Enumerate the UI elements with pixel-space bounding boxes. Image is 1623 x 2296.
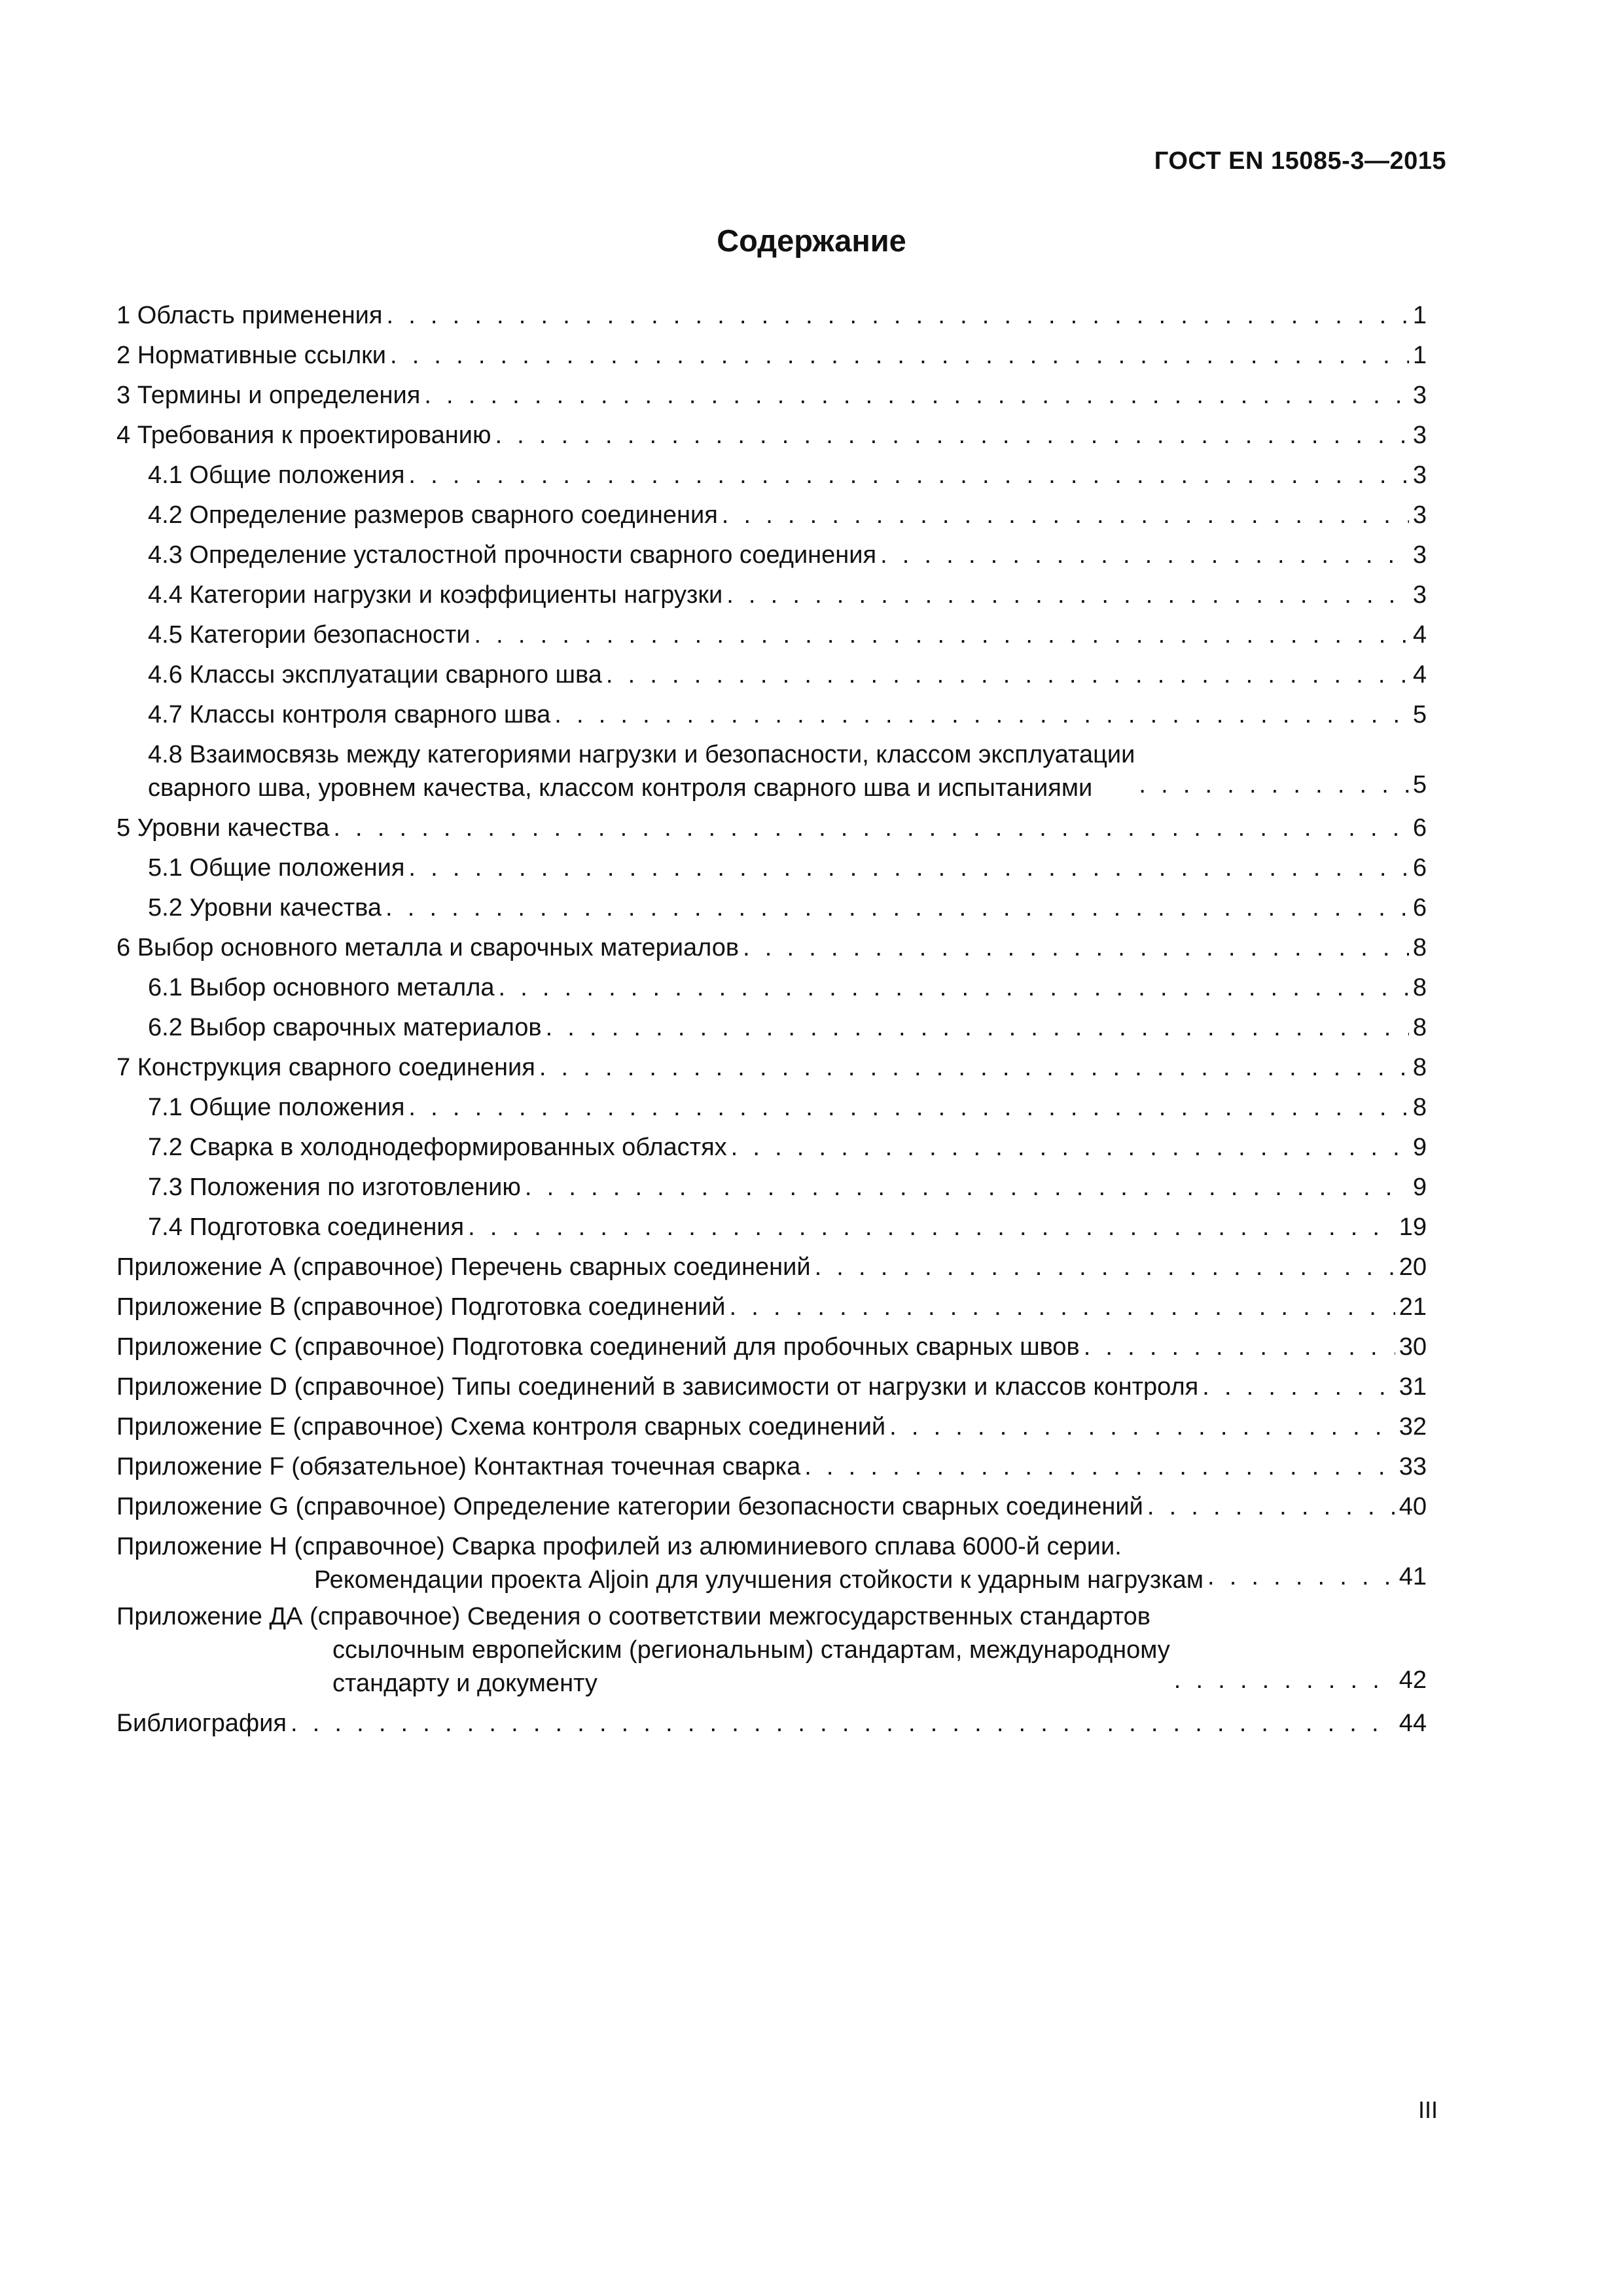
toc-entry-title: 4.2 Определение размеров сварного соединения <box>148 501 718 529</box>
toc-entry-title: 7.4 Подготовка соединения <box>148 1213 465 1241</box>
toc-entry-title-continued: Рекомендации проекта Aljoin для улучшения стойкости к ударным нагрузкам <box>314 1566 1204 1594</box>
toc-entry-title: 4.3 Определение усталостной прочности сварного соединения <box>148 541 877 569</box>
dot-leader <box>525 1168 1409 1208</box>
toc-entry-4-5[interactable] <box>116 615 1427 655</box>
toc-entry-title: Приложение Н (справочное) Сварка профилей из алюминиевого сплава 6000-й серии. <box>116 1533 1122 1560</box>
toc-entry-appendix-g[interactable] <box>116 1487 1427 1527</box>
toc-entry-appendix-e[interactable] <box>116 1407 1427 1447</box>
dot-leader <box>424 376 1409 416</box>
toc-entry-4-2[interactable] <box>116 495 1427 535</box>
toc-entry-page: 3 <box>1412 581 1427 609</box>
dot-leader <box>1174 1660 1395 1700</box>
toc-entry-page: 42 <box>1399 1666 1427 1694</box>
toc-entry-4-7[interactable] <box>116 695 1427 735</box>
toc-entry-page: 6 <box>1412 894 1427 922</box>
dot-leader <box>546 1008 1409 1048</box>
toc-entry-page: 8 <box>1412 934 1427 961</box>
dot-leader <box>499 968 1409 1008</box>
toc-entry-2[interactable] <box>116 336 1427 376</box>
dot-leader <box>386 296 1408 336</box>
toc-entry-page: 21 <box>1399 1293 1427 1321</box>
toc-entry-title: 6.1 Выбор основного металла <box>148 974 495 1001</box>
toc-entry-page: 3 <box>1412 382 1427 409</box>
dot-leader <box>333 808 1409 848</box>
dot-leader <box>539 1048 1409 1088</box>
dot-leader <box>291 1704 1395 1744</box>
dot-leader <box>731 1128 1409 1168</box>
toc-entry-5-1[interactable] <box>116 848 1427 888</box>
toc-entry-page: 4 <box>1412 661 1427 689</box>
toc-entry-4[interactable] <box>116 416 1427 456</box>
toc-entry-title: Приложение ДА (справочное) Сведения о соответствии межгосударственных стандартов <box>116 1603 1150 1630</box>
toc-entry-page: 31 <box>1399 1373 1427 1401</box>
dot-leader <box>385 888 1409 928</box>
dot-leader <box>1139 765 1408 805</box>
toc-entry-title: 3 Термины и определения <box>116 382 421 409</box>
toc-entry-1[interactable] <box>116 296 1427 336</box>
toc-entry-appendix-f[interactable] <box>116 1447 1427 1487</box>
toc-entry-title: 2 Нормативные ссылки <box>116 342 386 369</box>
toc-entry-page: 19 <box>1399 1213 1427 1241</box>
toc-entry-title: 6.2 Выбор сварочных материалов <box>148 1014 542 1041</box>
toc-entry-page: 3 <box>1412 541 1427 569</box>
toc-entry-bibliography[interactable] <box>116 1704 1427 1744</box>
toc-entry-title: 5.2 Уровни качества <box>148 894 382 922</box>
toc-entry-appendix-b[interactable] <box>116 1287 1427 1327</box>
toc-entry-page: 9 <box>1412 1134 1427 1161</box>
toc-entry-title: 6 Выбор основного металла и сварочных материалов <box>116 934 740 961</box>
toc-title: Содержание <box>717 223 906 258</box>
dot-leader <box>743 928 1409 968</box>
toc-entry-page: 3 <box>1412 501 1427 529</box>
toc-entry-title: Приложение D (справочное) Типы соединений в зависимости от нагрузки и классов контроля <box>116 1373 1199 1401</box>
dot-leader <box>1147 1487 1395 1527</box>
toc-entry-page: 1 <box>1412 342 1427 369</box>
toc-entry-title: 5 Уровни качества <box>116 814 330 842</box>
dot-leader <box>408 456 1408 495</box>
toc-entry-title: Библиография <box>116 1710 287 1737</box>
dot-leader <box>889 1407 1395 1447</box>
toc-entry-page: 1 <box>1412 302 1427 329</box>
toc-entry-title: Приложение А (справочное) Перечень сварных соединений <box>116 1253 811 1281</box>
toc-entry-3[interactable] <box>116 376 1427 416</box>
dot-leader <box>1207 1557 1395 1597</box>
document-code: ГОСТ EN 15085-3—2015 <box>1154 147 1446 175</box>
toc-entry-page: 20 <box>1399 1253 1427 1281</box>
dot-leader <box>1084 1327 1395 1367</box>
dot-leader <box>726 575 1409 615</box>
toc-entry-title: 4.4 Категории нагрузки и коэффициенты нагрузки <box>148 581 723 609</box>
toc-entry-appendix-da[interactable] <box>116 1600 1427 1700</box>
toc-entry-page: 4 <box>1412 621 1427 649</box>
toc-entry-title: 4.1 Общие положения <box>148 461 405 489</box>
toc-entry-title: 7.2 Сварка в холоднодеформированных областях <box>148 1134 727 1161</box>
dot-leader <box>408 1088 1408 1128</box>
toc-entry-6-1[interactable] <box>116 968 1427 1008</box>
toc-entry-4-4[interactable] <box>116 575 1427 615</box>
toc-entry-title: Приложение F (обязательное) Контактная точечная сварка <box>116 1453 801 1480</box>
toc-entry-title: 7 Конструкция сварного соединения <box>116 1054 535 1081</box>
toc-entry-title: 4 Требования к проектированию <box>116 422 491 449</box>
toc-entry-page: 3 <box>1412 461 1427 489</box>
toc-entry-7-3[interactable] <box>116 1168 1427 1208</box>
toc-entry-title: Приложение В (справочное) Подготовка соединений <box>116 1293 726 1321</box>
toc-entry-title: 4.6 Классы эксплуатации сварного шва <box>148 661 602 689</box>
toc-entry-page: 8 <box>1412 1094 1427 1121</box>
dot-leader <box>804 1447 1395 1487</box>
dot-leader <box>730 1287 1395 1327</box>
toc-entry-7[interactable] <box>116 1048 1427 1088</box>
toc-entry-page: 33 <box>1399 1453 1427 1480</box>
toc-entry-7-4[interactable] <box>116 1208 1427 1247</box>
toc-entry-title: 1 Область применения <box>116 302 383 329</box>
toc-entry-page: 40 <box>1399 1493 1427 1520</box>
toc-entry-4-1[interactable] <box>116 456 1427 495</box>
toc-entry-page: 5 <box>1412 771 1427 798</box>
dot-leader <box>495 416 1408 456</box>
toc-entry-page: 8 <box>1412 974 1427 1001</box>
dot-leader <box>554 695 1409 735</box>
dot-leader <box>468 1208 1395 1247</box>
toc-entry-title: 7.1 Общие положения <box>148 1094 405 1121</box>
toc-entry-5-2[interactable] <box>116 888 1427 928</box>
toc-entry-appendix-h[interactable] <box>116 1530 1427 1597</box>
toc-entry-page: 32 <box>1399 1413 1427 1441</box>
page-number: III <box>1418 2096 1438 2123</box>
toc-entry-appendix-c[interactable] <box>116 1327 1427 1367</box>
toc-entry-page: 41 <box>1399 1563 1427 1590</box>
table-of-contents <box>116 296 1427 1744</box>
toc-entry-page: 8 <box>1412 1054 1427 1081</box>
toc-entry-7-2[interactable] <box>116 1128 1427 1168</box>
dot-leader <box>815 1247 1395 1287</box>
toc-entry-appendix-d[interactable] <box>116 1367 1427 1407</box>
toc-entry-title-continued: ссылочным европейским (региональным) стандартам, международному <box>332 1636 1170 1664</box>
dot-leader <box>474 615 1408 655</box>
dot-leader <box>880 535 1409 575</box>
toc-entry-page: 6 <box>1412 814 1427 842</box>
toc-entry-7-1[interactable] <box>116 1088 1427 1128</box>
dot-leader <box>606 655 1409 695</box>
toc-entry-title: 4.8 Взаимосвязь между категориями нагрузки и безопасности, классом эксплуатации <box>148 741 1135 768</box>
toc-entry-title: 5.1 Общие положения <box>148 854 405 882</box>
toc-entry-6[interactable] <box>116 928 1427 968</box>
dot-leader <box>722 495 1409 535</box>
toc-entry-title: Приложение С (справочное) Подготовка соединений для пробочных сварных швов <box>116 1333 1080 1361</box>
toc-entry-6-2[interactable] <box>116 1008 1427 1048</box>
toc-entry-title: 4.5 Категории безопасности <box>148 621 471 649</box>
toc-entry-4-8[interactable] <box>116 738 1427 805</box>
toc-entry-appendix-a[interactable] <box>116 1247 1427 1287</box>
toc-entry-title-continued: сварного шва, уровнем качества, классом контроля сварного шва и испытаниями <box>148 774 1093 802</box>
dot-leader <box>390 336 1409 376</box>
toc-entry-4-6[interactable] <box>116 655 1427 695</box>
dot-leader <box>1202 1367 1395 1407</box>
toc-entry-page: 5 <box>1412 701 1427 728</box>
toc-entry-5[interactable] <box>116 808 1427 848</box>
toc-entry-page: 6 <box>1412 854 1427 882</box>
toc-entry-title: 4.7 Классы контроля сварного шва <box>148 701 551 728</box>
toc-entry-title: Приложение Е (справочное) Схема контроля сварных соединений <box>116 1413 886 1441</box>
toc-entry-page: 44 <box>1399 1710 1427 1737</box>
toc-entry-page: 9 <box>1412 1174 1427 1201</box>
toc-entry-page: 30 <box>1399 1333 1427 1361</box>
toc-entry-4-3[interactable] <box>116 535 1427 575</box>
toc-entry-title: 7.3 Положения по изготовлению <box>148 1174 521 1201</box>
toc-entry-page: 3 <box>1412 422 1427 449</box>
dot-leader <box>408 848 1408 888</box>
toc-entry-title: Приложение G (справочное) Определение категории безопасности сварных соединений <box>116 1493 1143 1520</box>
toc-entry-page: 8 <box>1412 1014 1427 1041</box>
toc-entry-title-continued: стандарту и документу <box>332 1670 597 1697</box>
